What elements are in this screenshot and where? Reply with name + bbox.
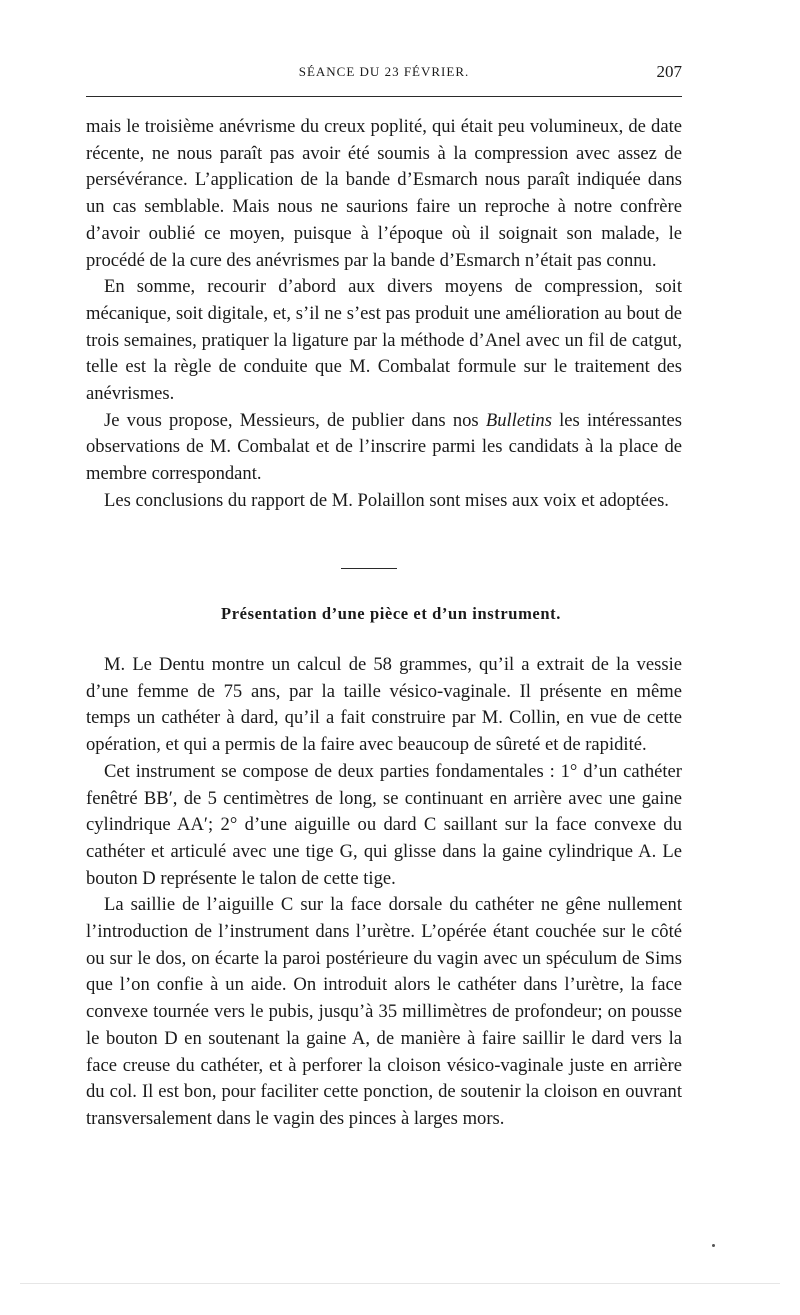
paragraph-proposal: [86, 408, 682, 488]
proposal-text-start: Je vous propose, Messieurs, de publier dans nos: [104, 409, 486, 431]
running-head: [86, 62, 682, 84]
running-title: SÉANCE DU 23 FÉVRIER.: [298, 64, 470, 79]
paragraph-instrument-parts: Cet instrument se compose de deux parties fondamentales : 1° d’un cathéter fenêtré BB′, de 5 centimètres de long, se continuant en arrière avec une gaine cylindrique AA′; 2° d’une aiguille ou dard C saillant sur la face convexe du cathéter et articulé avec une tige G, qui glisse dans la gaine cylindrique A. Le bouton D représente le talon de cette tige.: [86, 760, 682, 889]
page-number: 207: [656, 62, 682, 81]
paragraph-aneurysm-case: mais le troisième anévrisme du creux poplité, qui était peu volumineux, de date récente, ne nous paraît pas avoir été soumis à la compression avec assez de persévérance. L’application de la bande d’Esmarch nous paraît indiquée dans un cas semblable. Mais nous ne saurions faire un reproche à notre confrère d’avoir oublié ce moyen, puisque à l’époque où il soignait son malade, le procédé de la cure des anévrismes par la bande d’Esmarch n’était pas connu.: [86, 116, 682, 271]
presentation-section: [86, 652, 682, 1133]
paper-speck: [712, 1244, 715, 1247]
section-heading: Présentation d’une pièce et d’un instrument.: [221, 604, 561, 623]
proposal-text-end: les intéressantes observations de M. Combalat et de l’inscrire parmi les candidats à la place de membre correspondant.: [86, 409, 682, 485]
section-divider: [341, 568, 397, 569]
report-continuation: [86, 114, 682, 515]
paragraph-treatment-rule: En somme, recourir d’abord aux divers moyens de compression, soit mécanique, soit digitale, et, s’il ne s’est pas produit une amélioration au bout de trois semaines, pratiquer la ligature par la méthode d’Anel avec un fil de catgut, telle est la règle de conduite que M. Combalat formule sur le traitement des anévrismes.: [86, 276, 682, 405]
paragraph-calculus: M. Le Dentu montre un calcul de 58 grammes, qu’il a extrait de la vessie d’une femme de 75 ans, par la taille vésico-vaginale. Il présente en même temps un cathéter à dard, qu’il a fait construire par M. Collin, en vue de cette opération, et qui a permis de la faire avec beaucoup de sûreté et de rapidité.: [86, 654, 682, 756]
bulletins-italic: Bulletins: [485, 409, 552, 431]
header-rule: [86, 96, 682, 97]
paragraph-conclusion: Les conclusions du rapport de M. Polaillon sont mises aux voix et adoptées.: [104, 489, 669, 511]
page-bottom-edge: [20, 1283, 780, 1284]
paragraph-procedure: La saillie de l’aiguille C sur la face dorsale du cathéter ne gêne nullement l’introduction de l’instrument dans l’urètre. L’opérée étant couchée sur le côté ou sur le dos, on écarte la paroi postérieure du vagin avec un spéculum de Sims que l’on confie à un aide. On introduit alors le cathéter dans l’urètre, la face convexe tournée vers le pubis, jusqu’à 35 millimètres de profondeur; on pousse le bouton D en soutenant la gaine A, de manière à faire saillir le dard vers la face creuse du cathéter, et à perforer la cloison vésico-vaginale juste en arrière du col. Il est bon, pour faciliter cette ponction, de soutenir la cloison en ouvrant transversalement dans le vagin des pinces à larges mors.: [86, 894, 682, 1129]
